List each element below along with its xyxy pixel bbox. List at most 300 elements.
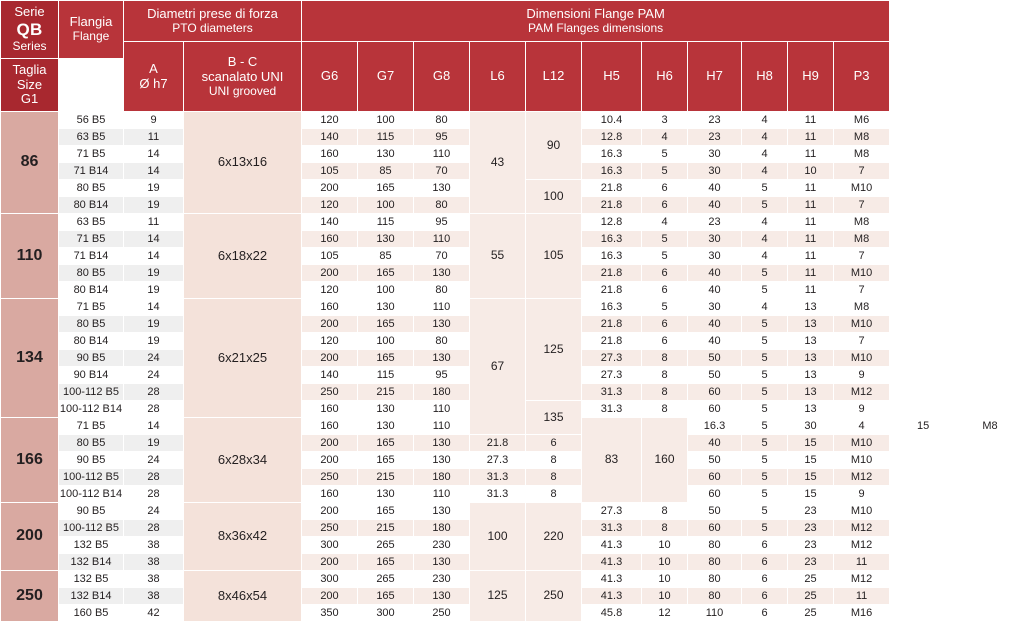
h6-cell: 8	[526, 452, 582, 469]
flange-cell: 132 B5	[59, 571, 124, 588]
serie-line1: Serie	[14, 4, 45, 20]
h7-cell: 23	[688, 112, 742, 129]
header-pto	[124, 1, 302, 42]
p3-cell: M10	[834, 503, 890, 520]
h9-cell: 15	[788, 435, 834, 452]
a-cell: 11	[124, 129, 184, 146]
g8-cell: 95	[414, 214, 470, 231]
flangia-it: Flangia	[69, 14, 113, 30]
bc-cell: 6x28x34	[184, 418, 302, 503]
g6-cell: 200	[302, 350, 358, 367]
flange-cell: 80 B5	[59, 435, 124, 452]
h8-cell: 4	[742, 163, 788, 180]
h6-cell: 10	[642, 588, 688, 605]
h7-cell: 80	[688, 537, 742, 554]
p3-cell: M10	[834, 452, 890, 469]
p3-cell: M10	[834, 350, 890, 367]
h9-cell: 11	[788, 197, 834, 214]
g7-cell: 165	[358, 452, 414, 469]
h5-cell: 16.3	[582, 146, 642, 163]
h5-cell: 41.3	[582, 537, 642, 554]
a-cell: 42	[124, 605, 184, 622]
h7-cell: 40	[688, 435, 742, 452]
g8-cell: 80	[414, 282, 470, 299]
h5-cell: 16.3	[582, 231, 642, 248]
table-row	[1, 452, 1024, 469]
h9-cell: 15	[788, 486, 834, 503]
flange-cell: 90 B5	[59, 350, 124, 367]
p3-cell: M8	[834, 214, 890, 231]
p3-cell: 9	[834, 486, 890, 503]
h7-cell: 40	[688, 197, 742, 214]
p3-cell: M12	[834, 571, 890, 588]
h7-cell: 40	[688, 333, 742, 350]
h6-cell: 6	[642, 265, 688, 282]
l12-cell: 90	[526, 112, 582, 180]
h8-cell: 5	[742, 401, 788, 418]
a-cell: 28	[124, 384, 184, 401]
h7-cell: 50	[688, 503, 742, 520]
p3-cell: M8	[834, 299, 890, 316]
size-cell: 110	[1, 214, 59, 299]
g8-cell: 80	[414, 333, 470, 350]
l12-cell: 105	[526, 214, 582, 299]
h6-cell: 3	[642, 112, 688, 129]
flange-cell: 63 B5	[59, 214, 124, 231]
h9-cell: 25	[788, 588, 834, 605]
h7-cell: 40	[688, 282, 742, 299]
h7-cell: 60	[688, 469, 742, 486]
h9-cell: 13	[788, 384, 834, 401]
h9-cell: 25	[788, 571, 834, 588]
flange-cell: 80 B14	[59, 282, 124, 299]
table-row	[1, 435, 1024, 452]
h6-cell: 6	[642, 282, 688, 299]
p3-cell: 7	[834, 333, 890, 350]
g7-cell: 100	[358, 282, 414, 299]
a-cell: 14	[124, 231, 184, 248]
h8-cell: 4	[742, 214, 788, 231]
h8-cell: 6	[742, 571, 788, 588]
g8-cell: 130	[414, 316, 470, 333]
h8-cell: 5	[742, 469, 788, 486]
h9-cell: 11	[788, 282, 834, 299]
a-cell: 38	[124, 554, 184, 571]
g7-cell: 165	[358, 554, 414, 571]
g6-cell: 200	[302, 265, 358, 282]
h7-cell: 30	[688, 299, 742, 316]
g6-cell: 120	[302, 112, 358, 129]
flangia-en: Flange	[72, 29, 110, 44]
p3-cell: 9	[834, 367, 890, 384]
g8-cell: 70	[414, 248, 470, 265]
h8-cell: 4	[742, 112, 788, 129]
p3-cell: M10	[834, 180, 890, 197]
bc-label: B - C	[227, 53, 258, 69]
flange-cell: 90 B5	[59, 503, 124, 520]
l12-cell: 100	[526, 180, 582, 214]
h6-cell: 6	[642, 197, 688, 214]
a-cell: 14	[124, 418, 184, 435]
p3-cell: 7	[834, 248, 890, 265]
h6-cell: 5	[642, 146, 688, 163]
a-cell: 28	[124, 469, 184, 486]
a-cell: 38	[124, 571, 184, 588]
h5-cell: 27.3	[582, 350, 642, 367]
h5-cell: 41.3	[582, 571, 642, 588]
a-tolerance: Ø h7	[139, 75, 168, 91]
h8-cell: 4	[742, 299, 788, 316]
bc-cell: 6x13x16	[184, 112, 302, 214]
h9-cell: 10	[788, 163, 834, 180]
g6-cell: 160	[302, 299, 358, 316]
table-row	[1, 214, 1024, 231]
h7-cell: 60	[688, 384, 742, 401]
h8-cell: 6	[742, 554, 788, 571]
p3-cell: 9	[834, 401, 890, 418]
a-cell: 14	[124, 163, 184, 180]
g6-cell: 250	[302, 384, 358, 401]
g6-cell: 200	[302, 452, 358, 469]
h8-cell: 5	[742, 367, 788, 384]
a-cell: 14	[124, 248, 184, 265]
h8-cell: 5	[742, 486, 788, 503]
h5-cell: 27.3	[470, 452, 526, 469]
l6-cell: 67	[470, 299, 526, 435]
a-cell: 19	[124, 180, 184, 197]
g8-cell: 130	[414, 350, 470, 367]
h8-cell: 5	[742, 180, 788, 197]
h5-cell: 21.8	[582, 180, 642, 197]
a-label: A	[149, 60, 158, 76]
header-col-g8: G8	[414, 42, 470, 112]
h9-cell: 11	[788, 112, 834, 129]
g7-cell: 215	[358, 469, 414, 486]
p3-cell: M8	[834, 146, 890, 163]
p3-cell: M8	[957, 418, 1024, 435]
g6-cell: 200	[302, 180, 358, 197]
size-cell: 134	[1, 299, 59, 418]
g7-cell: 165	[358, 180, 414, 197]
g8-cell: 130	[414, 265, 470, 282]
h5-cell: 31.3	[470, 486, 526, 503]
h5-cell: 21.8	[582, 316, 642, 333]
size-cell: 200	[1, 503, 59, 571]
g8-cell: 95	[414, 129, 470, 146]
h5-cell: 21.8	[582, 282, 642, 299]
h7-cell: 60	[688, 401, 742, 418]
h9-cell: 23	[788, 554, 834, 571]
a-cell: 9	[124, 112, 184, 129]
g7-cell: 165	[358, 588, 414, 605]
g7-cell: 115	[358, 129, 414, 146]
header-col-g6: G6	[302, 42, 358, 112]
p3-cell: M12	[834, 469, 890, 486]
p3-cell: 7	[834, 197, 890, 214]
header-taglia	[1, 59, 59, 112]
h9-cell: 23	[788, 537, 834, 554]
h9-cell: 13	[788, 367, 834, 384]
p3-cell: M12	[834, 537, 890, 554]
h5-cell: 27.3	[582, 503, 642, 520]
size-cell: 86	[1, 112, 59, 214]
flange-cell: 132 B5	[59, 537, 124, 554]
g6-cell: 120	[302, 282, 358, 299]
h8-cell: 5	[742, 333, 788, 350]
table-row	[1, 486, 1024, 503]
flange-cell: 80 B14	[59, 197, 124, 214]
g6-cell: 160	[302, 231, 358, 248]
flange-cell: 100-112 B5	[59, 384, 124, 401]
h7-cell: 80	[688, 588, 742, 605]
h9-cell: 13	[788, 350, 834, 367]
h5-cell: 45.8	[582, 605, 642, 622]
g6-cell: 140	[302, 214, 358, 231]
header-col-h8: H8	[742, 42, 788, 112]
table-row	[1, 571, 1024, 588]
g6-cell: 250	[302, 469, 358, 486]
g8-cell: 130	[414, 180, 470, 197]
g6-cell: 200	[302, 435, 358, 452]
taglia-g1: G1	[20, 91, 39, 107]
h9-cell: 13	[788, 333, 834, 350]
header-serie	[1, 1, 59, 59]
a-cell: 14	[124, 146, 184, 163]
p3-cell: M12	[834, 520, 890, 537]
h8-cell: 4	[834, 418, 890, 435]
h5-cell: 21.8	[582, 333, 642, 350]
h6-cell: 4	[642, 214, 688, 231]
h8-cell: 5	[742, 384, 788, 401]
l12-cell: 125	[526, 299, 582, 401]
h5-cell: 21.8	[582, 265, 642, 282]
g8-cell: 130	[414, 435, 470, 452]
h8-cell: 5	[742, 350, 788, 367]
h5-cell: 31.3	[582, 520, 642, 537]
g8-cell: 250	[414, 605, 470, 622]
a-cell: 38	[124, 588, 184, 605]
g7-cell: 215	[358, 520, 414, 537]
header-pam	[302, 1, 890, 42]
g7-cell: 85	[358, 248, 414, 265]
flange-cell: 100-112 B5	[59, 469, 124, 486]
a-cell: 11	[124, 214, 184, 231]
a-cell: 24	[124, 367, 184, 384]
g7-cell: 100	[358, 333, 414, 350]
l12-cell: 135	[526, 401, 582, 435]
flange-cell: 100-112 B14	[59, 486, 124, 503]
bc-cell: 6x21x25	[184, 299, 302, 418]
h7-cell: 30	[688, 163, 742, 180]
h6-cell: 8	[526, 486, 582, 503]
a-cell: 24	[124, 350, 184, 367]
g8-cell: 110	[414, 486, 470, 503]
p3-cell: 11	[834, 588, 890, 605]
h8-cell: 6	[742, 605, 788, 622]
h7-cell: 40	[688, 265, 742, 282]
table-row	[1, 503, 1024, 520]
h5-cell: 12.8	[582, 129, 642, 146]
h8-cell: 5	[742, 520, 788, 537]
h5-cell: 41.3	[582, 588, 642, 605]
h6-cell: 10	[642, 571, 688, 588]
header-flangia	[59, 1, 124, 59]
pto-en: PTO diameters	[172, 20, 253, 35]
g8-cell: 110	[414, 231, 470, 248]
pam-en: PAM Flanges dimensions	[527, 20, 664, 35]
h6-cell: 6	[642, 180, 688, 197]
h5-cell: 16.3	[582, 163, 642, 180]
h5-cell: 27.3	[582, 367, 642, 384]
g6-cell: 140	[302, 129, 358, 146]
h7-cell: 50	[688, 367, 742, 384]
h6-cell: 10	[642, 554, 688, 571]
flange-cell: 80 B5	[59, 316, 124, 333]
h8-cell: 4	[742, 248, 788, 265]
g7-cell: 165	[358, 350, 414, 367]
p3-cell: 7	[834, 282, 890, 299]
g8-cell: 130	[414, 554, 470, 571]
a-cell: 24	[124, 503, 184, 520]
bc-cell: 8x36x42	[184, 503, 302, 571]
table-row	[1, 469, 1024, 486]
g6-cell: 160	[302, 146, 358, 163]
h7-cell: 23	[688, 129, 742, 146]
h9-cell: 15	[788, 469, 834, 486]
g7-cell: 115	[358, 214, 414, 231]
h8-cell: 5	[742, 435, 788, 452]
g6-cell: 300	[302, 537, 358, 554]
flange-cell: 71 B14	[59, 163, 124, 180]
a-cell: 14	[124, 299, 184, 316]
serie-qb: QB	[16, 20, 43, 40]
p3-cell: M6	[834, 112, 890, 129]
h8-cell: 4	[742, 146, 788, 163]
g8-cell: 180	[414, 384, 470, 401]
h5-cell: 31.3	[470, 469, 526, 486]
g8-cell: 130	[414, 452, 470, 469]
g7-cell: 165	[358, 503, 414, 520]
g7-cell: 115	[358, 367, 414, 384]
flange-cell: 71 B5	[59, 146, 124, 163]
taglia-it: Taglia	[12, 61, 47, 77]
h8-cell: 5	[742, 282, 788, 299]
g6-cell: 120	[302, 197, 358, 214]
h8-cell: 5	[742, 265, 788, 282]
a-cell: 28	[124, 520, 184, 537]
h6-cell: 6	[642, 333, 688, 350]
h9-cell: 11	[788, 214, 834, 231]
flange-cell: 160 B5	[59, 605, 124, 622]
g8-cell: 230	[414, 571, 470, 588]
p3-cell: M10	[834, 435, 890, 452]
g6-cell: 250	[302, 520, 358, 537]
h9-cell: 23	[788, 503, 834, 520]
h9-cell: 11	[788, 180, 834, 197]
bc-it: scanalato UNI	[201, 68, 284, 84]
h7-cell: 80	[688, 571, 742, 588]
h9-cell: 11	[788, 265, 834, 282]
flange-cell: 63 B5	[59, 129, 124, 146]
h7-cell: 30	[688, 146, 742, 163]
l6-cell: 43	[470, 112, 526, 214]
h7-cell: 60	[688, 520, 742, 537]
p3-cell: M16	[834, 605, 890, 622]
serie-line3: Series	[12, 38, 47, 53]
bc-cell: 6x18x22	[184, 214, 302, 299]
flange-cell: 100-112 B14	[59, 401, 124, 418]
g7-cell: 165	[358, 316, 414, 333]
h8-cell: 4	[742, 231, 788, 248]
p3-cell: 11	[834, 554, 890, 571]
h5-cell: 31.3	[582, 384, 642, 401]
h6-cell: 8	[642, 401, 688, 418]
a-cell: 24	[124, 452, 184, 469]
flange-cell: 80 B5	[59, 265, 124, 282]
g8-cell: 110	[414, 418, 470, 435]
table-row	[1, 299, 1024, 316]
l12-cell: 220	[526, 503, 582, 571]
h6-cell: 12	[642, 605, 688, 622]
h9-cell: 11	[788, 146, 834, 163]
flange-cell: 80 B14	[59, 333, 124, 350]
header-col-h7: H7	[688, 42, 742, 112]
h6-cell: 10	[642, 537, 688, 554]
h5-cell: 41.3	[582, 554, 642, 571]
h8-cell: 5	[742, 452, 788, 469]
g7-cell: 265	[358, 571, 414, 588]
g8-cell: 130	[414, 503, 470, 520]
bc-en: UNI grooved	[208, 83, 277, 98]
h9-cell: 11	[788, 248, 834, 265]
l6-cell: 83	[582, 418, 642, 503]
p3-cell: M10	[834, 316, 890, 333]
g7-cell: 130	[358, 299, 414, 316]
a-cell: 19	[124, 435, 184, 452]
g7-cell: 85	[358, 163, 414, 180]
a-cell: 28	[124, 401, 184, 418]
g7-cell: 100	[358, 197, 414, 214]
h9-cell: 11	[788, 231, 834, 248]
g6-cell: 200	[302, 503, 358, 520]
h6-cell: 6	[642, 316, 688, 333]
flange-cell: 71 B5	[59, 418, 124, 435]
g6-cell: 200	[302, 316, 358, 333]
g8-cell: 80	[414, 197, 470, 214]
a-cell: 19	[124, 265, 184, 282]
h5-cell: 31.3	[582, 401, 642, 418]
l12-cell: 250	[526, 571, 582, 622]
g8-cell: 110	[414, 401, 470, 418]
h8-cell: 5	[742, 316, 788, 333]
g6-cell: 300	[302, 571, 358, 588]
flange-cell: 90 B14	[59, 367, 124, 384]
header-col-h9: H9	[788, 42, 834, 112]
h5-cell: 10.4	[582, 112, 642, 129]
size-cell: 250	[1, 571, 59, 622]
g6-cell: 200	[302, 554, 358, 571]
h5-cell: 21.8	[470, 435, 526, 452]
h7-cell: 60	[688, 486, 742, 503]
h7-cell: 30	[688, 248, 742, 265]
flange-cell: 71 B5	[59, 231, 124, 248]
pto-it: Diametri prese di forza	[147, 5, 278, 21]
g8-cell: 95	[414, 367, 470, 384]
g7-cell: 130	[358, 231, 414, 248]
p3-cell: M10	[834, 265, 890, 282]
a-cell: 19	[124, 197, 184, 214]
g7-cell: 100	[358, 112, 414, 129]
